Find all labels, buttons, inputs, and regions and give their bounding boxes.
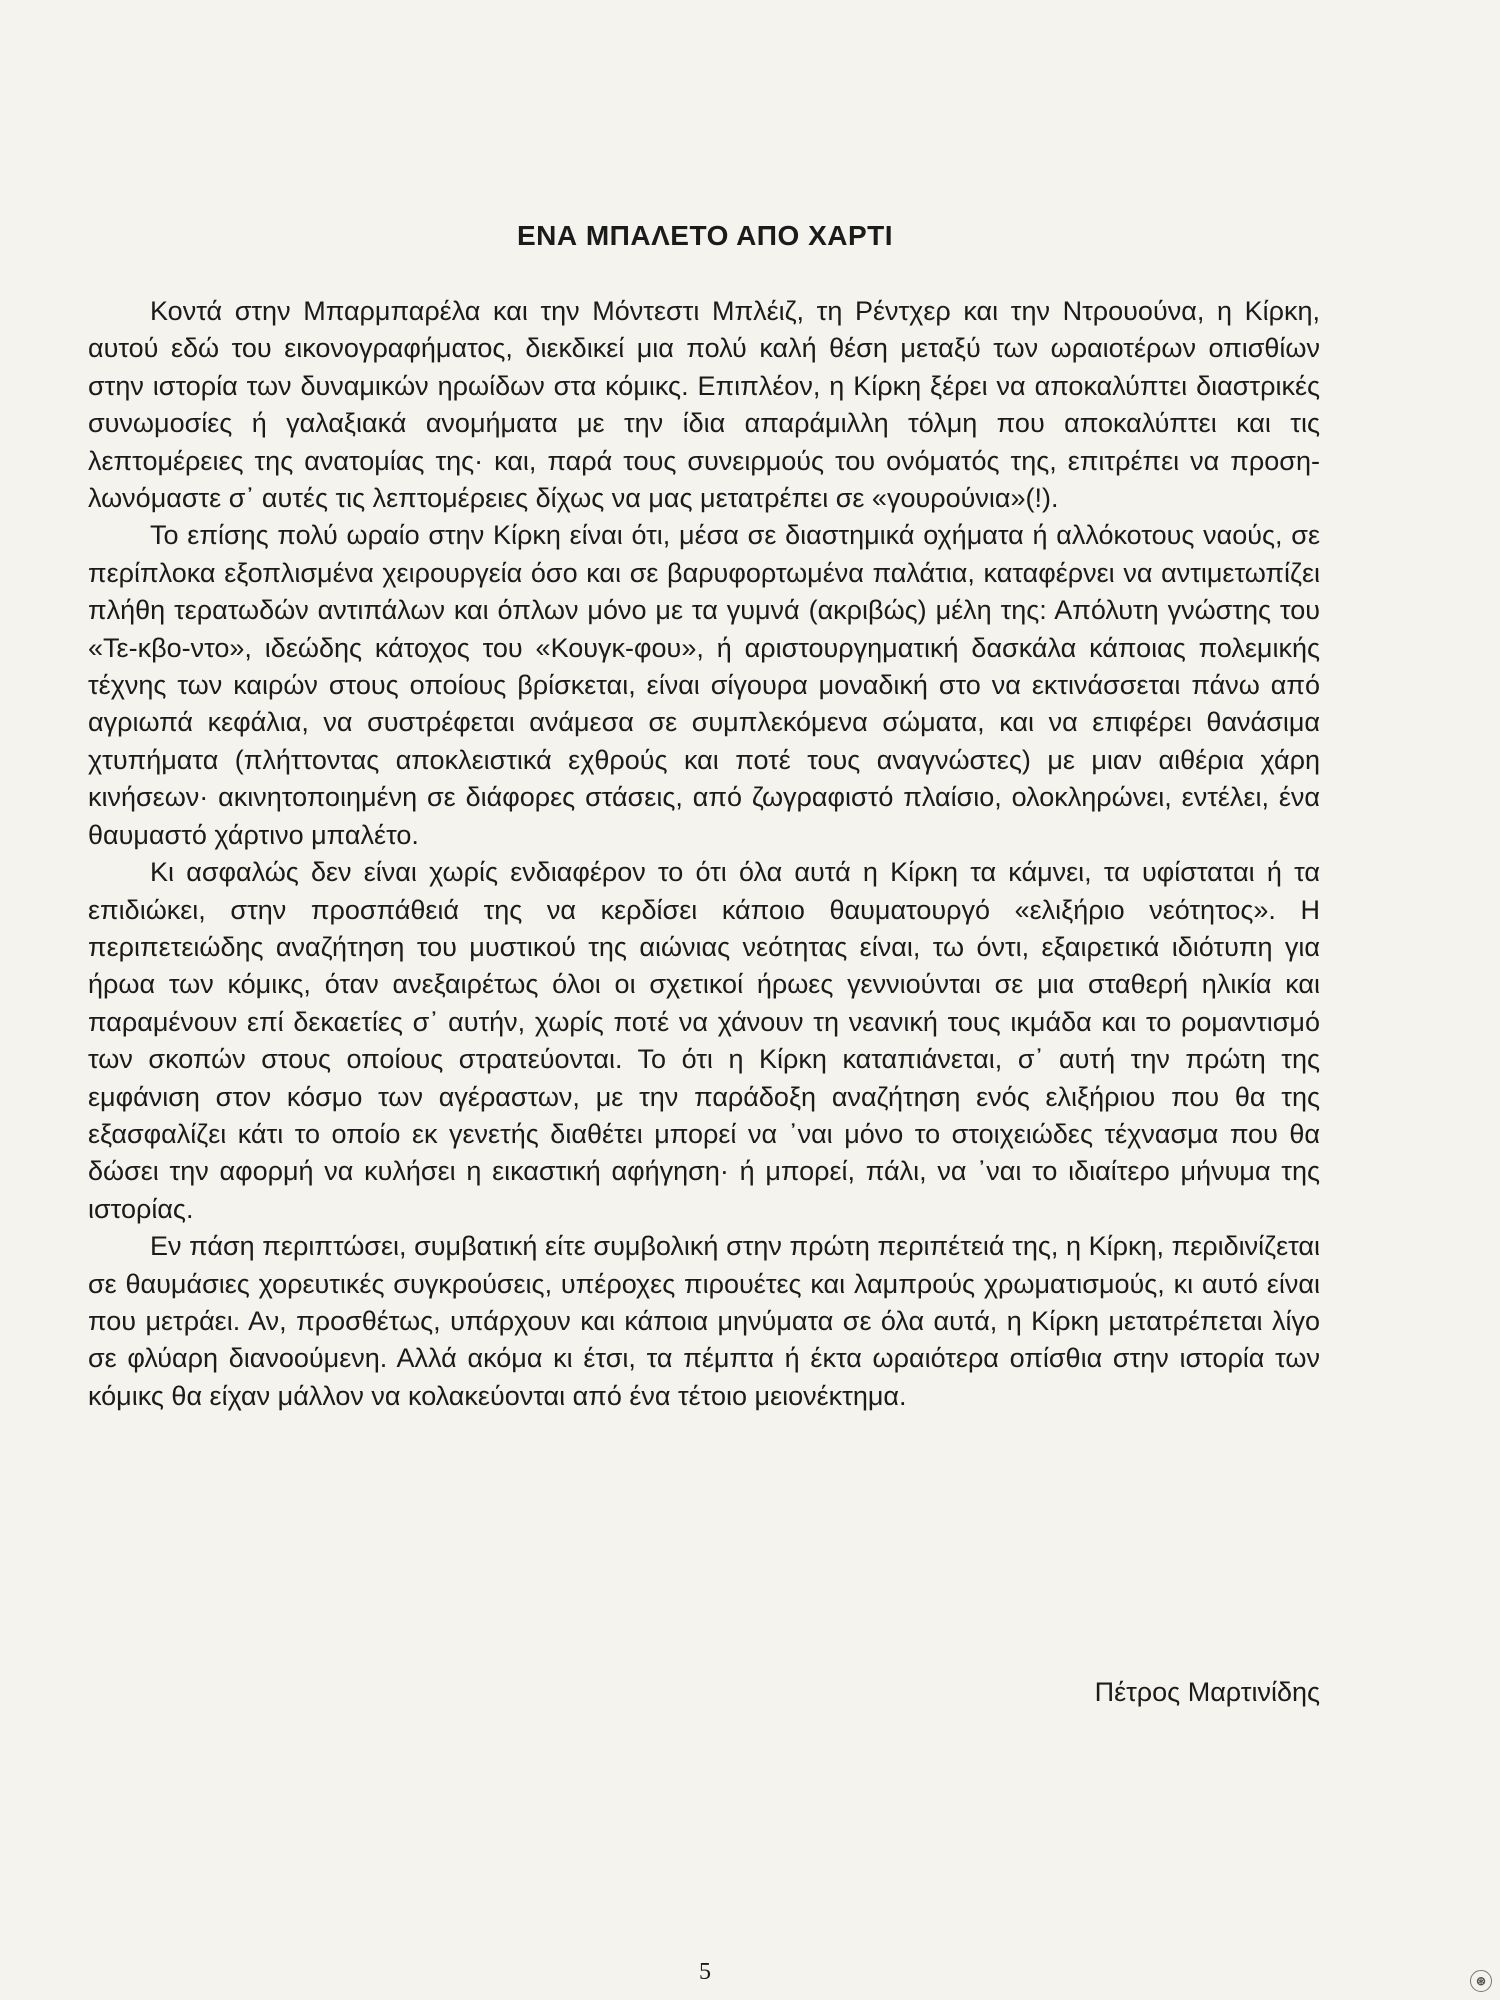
page-title: ΕΝΑ ΜΠΑΛΕΤΟ ΑΠΟ ΧΑΡΤΙ [516,220,894,251]
paragraph-2: Το επίσης πολύ ωραίο στην Κίρκη είναι ότι, μέσα σε διαστημικά οχήματα ή αλλόκοτους ναούς, σε περίπλοκα εξοπλισμένα χειρουργεία όσο και σε βαρυφορτωμένα παλάτια, καταφέρνει να αντιμετωπίζει πλήθη τερατωδών αντιπάλων και όπλων μόνο με τα γυμνά (ακριβώς) μέλη της: Απόλυτη γνώστης του «Τε-κβο-ντο», ιδεώδης κάτοχος του «Κουγκ-φου», ή αριστουργηματική δασκάλα κάποιας πολεμικής τέχνης των καιρών στους οποίους βρίσκεται, είναι σίγουρα μοναδική στο να εκτινάσσεται πάνω από αγριωπά κεφάλια, να συστρέφεται ανάμεσα σε συμπλεκόμενα σώματα, και να επιφέρει θανάσιμα χτυπήματα (πλήττοντας αποκλειστικά εχθρούς και ποτέ τους αναγνώστες) με μιαν αιθέρια χάρη κινήσεων· ακινητοποιημένη σε διάφορες στάσεις, από ζωγραφιστό πλαίσιο, ολοκληρώνει, εντέλει, ένα θαυμαστό χάρτινο μπαλέτο. [88,520,1320,850]
scanner-mark-icon: ⊛ [1470,1970,1492,1992]
paragraph-4: Εν πάση περιπτώσει, συμβατική είτε συμβολική στην πρώτη περιπέτειά της, η Κίρκη, περιδινίζεται σε θαυμάσιες χορευτικές συγκρούσεις, υπέροχες πιρουέτες και λαμπρούς χρωματισμούς, κι αυτό είναι που μετράει. Αν, προσθέτως, υπάρχουν και κάποια μηνύματα σε όλα αυτά, η Κίρκη μετατρέπεται λίγο σε φλύαρη διανοούμενη. Αλλά ακόμα κι έτσι, τα πέμπτα ή έκτα ωραιότερα οπίσθια στην ιστορία των κόμικς θα είχαν μάλλον να κολακεύονται από ένα τέτοιο μειονέκτημα. [88,1231,1320,1411]
page-number: 5 [699,1959,711,1985]
paragraph-3: Κι ασφαλώς δεν είναι χωρίς ενδιαφέρον το ότι όλα αυτά η Κίρκη τα κάμνει, τα υφίσταται ή τα επιδιώκει, στην προσπάθειά της να κερδίσει κάποιο θαυματουργό «ελιξήριο νεότητος». Η περιπετειώδης αναζήτηση του μυστικού της αιώνιας νεότητας είναι, τω όντι, εξαιρετικά ιδιότυπη για ήρωα των κόμικς, όταν ανεξαιρέτως όλοι οι σχετικοί ήρωες γεννιούνται σε μια σταθερή ηλικία και παραμένουν επί δεκαετίες σ᾽ αυτήν, χωρίς ποτέ να χάνουν τη νεανική τους ικμάδα και το ρομαντισμό των σκοπών στους οποίους στρατεύονται. Το ότι η Κίρκη καταπιάνεται, σ᾽ αυτή την πρώτη της εμφάνιση στον κόσμο των αγέραστων, με την παράδοξη αναζήτηση ενός ελιξήριου που θα της εξασφαλίζει κάτι το οποίο εκ γενετής διαθέτει μπορεί να ᾽ναι μόνο το στοιχειώδες τέχνασμα που θα δώσει την αφορμή να κυλήσει η εικαστική αφήγηση· ή μπορεί, πάλι, να ᾽ναι το ιδιαίτερο μήνυμα της ιστορίας. [88,857,1320,1224]
paragraph-1: Κοντά στην Μπαρμπαρέλα και την Μόντεστι Μπλέιζ, τη Ρέντχερ και την Ντρουούνα, η Κίρκη, αυτού εδώ του εικονογραφήματος, διεκδικεί μια πολύ καλή θέση μεταξύ των ωραιοτέρων οπισθίων στην ιστορία των δυναμικών ηρωίδων στα κόμικς. Επιπλέον, η Κίρκη ξέρει να αποκαλύπτει διαστρικές συνωμοσίες ή γαλαξιακά ανομήματα με την ίδια απαράμιλλη τόλμη που αποκαλύπτει και τις λεπτομέρειες της ανατομίας της· και, παρά τους συνειρμούς του ονόματός της, επιτρέπει να προσηλωνόμαστε σ᾽ αυτές τις λεπτομέρειες δίχως να μας μετατρέπει σε «γουρούνια»(!). [88,296,1320,514]
author-signature: Πέτρος Μαρτινίδης [1094,1677,1320,1707]
article-body [88,293,1320,1415]
